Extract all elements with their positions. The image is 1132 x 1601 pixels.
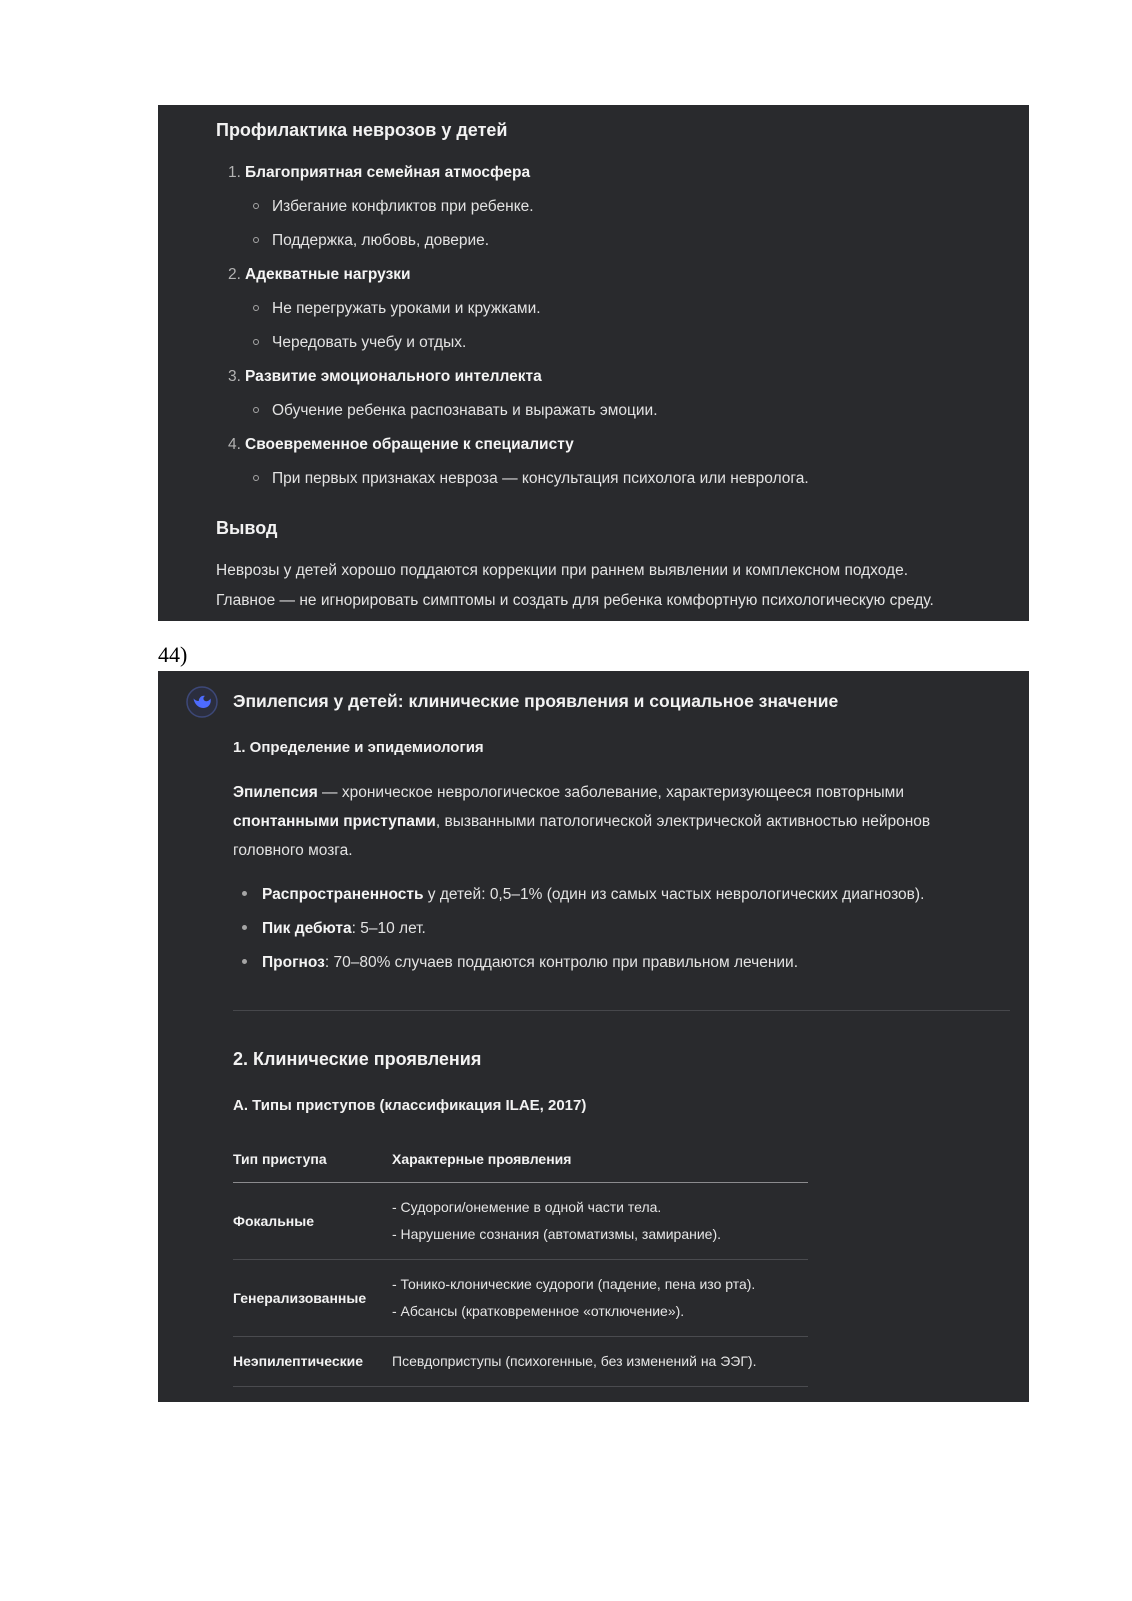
list-item-label: Распространенность (262, 886, 424, 903)
answer-title: Эпилепсия у детей: клинические проявления и социальное значение (233, 691, 839, 711)
epidemiology-list (233, 878, 1010, 980)
bullet-marker (253, 475, 259, 481)
definition-text: , вызванными патологической электрической активностью нейронов (435, 813, 931, 830)
bullet-marker (253, 305, 259, 311)
table-row (233, 1183, 808, 1260)
whale-logo-icon (186, 686, 218, 718)
list-item-title: Адекватные нагрузки (245, 266, 411, 283)
table-row (233, 1337, 808, 1387)
list-number: 2. (228, 266, 241, 283)
list-item (216, 258, 1009, 292)
conclusion-text (216, 556, 1009, 616)
definition-line (233, 807, 1010, 836)
seizure-type-cell: Генерализованные (233, 1289, 367, 1306)
table-header-row (233, 1136, 808, 1183)
list-item (233, 946, 1010, 980)
definition-text: — хроническое неврологическое заболевание, характеризующееся повторными (317, 784, 904, 801)
manifestation-line: - Абсансы (кратковременное «отключение»). (392, 1303, 685, 1319)
definition-line (233, 836, 1010, 865)
manifestation-line: Псевдоприступы (психогенные, без изменений на ЭЭГ). (392, 1353, 757, 1369)
section-divider (233, 1010, 1010, 1011)
seizure-types-table (233, 1136, 808, 1387)
seizure-type-cell: Неэпилептические (233, 1353, 364, 1369)
conclusion-line: Неврозы у детей хорошо поддаются коррекции при раннем выявлении и комплексном подходе. (216, 562, 909, 579)
manifestation-line: - Судороги/онемение в одной части тела. (392, 1199, 662, 1215)
sub-list-item-text: Чередовать учебу и отдых. (272, 334, 467, 351)
list-item-text: : 70–80% случаев поддаются контролю при правильном лечении. (324, 954, 799, 971)
column-header: Тип приступа (233, 1151, 327, 1167)
sub-list-item (216, 462, 1009, 496)
conclusion-line: Главное — не игнорировать симптомы и создать для ребенка комфортную психологическую среду. (216, 592, 934, 609)
bullet-marker (253, 339, 259, 345)
panel1-heading: Профилактика неврозов у детей (216, 120, 508, 140)
sub-list-item (216, 394, 1009, 428)
manifestation-line: - Нарушение сознания (автоматизмы, замирание). (392, 1226, 722, 1242)
bullet-marker (242, 891, 247, 896)
manifestations-cell (392, 1348, 808, 1375)
sub-list-item-text: При первых признаках невроза — консультация психолога или невролога. (272, 470, 809, 487)
list-item-title: Благоприятная семейная атмосфера (245, 164, 531, 181)
list-item (216, 156, 1009, 190)
bullet-marker (253, 237, 259, 243)
bullet-marker (242, 925, 247, 930)
list-item-label: Прогноз (262, 954, 325, 971)
sub-list-item-text: Избегание конфликтов при ребенке. (272, 198, 534, 215)
definition-line (233, 778, 1010, 807)
section-heading: 1. Определение и эпидемиология (233, 739, 484, 756)
subsection-heading: А. Типы приступов (классификация ILAE, 2017) (233, 1097, 587, 1114)
definition-term: Эпилепсия (233, 784, 318, 801)
sub-list-item (216, 224, 1009, 258)
manifestations-cell (392, 1271, 808, 1325)
sub-list-item (216, 292, 1009, 326)
table-row (233, 1260, 808, 1337)
list-item (233, 912, 1010, 946)
list-item (216, 360, 1009, 394)
prevention-list (216, 156, 1009, 496)
list-item-text: у детей: 0,5–1% (один из самых частых неврологических диагнозов). (423, 886, 925, 903)
seizure-type-cell: Фокальные (233, 1212, 314, 1229)
sub-list-item (216, 326, 1009, 360)
manifestations-cell (392, 1194, 808, 1248)
sub-list-item (216, 190, 1009, 224)
list-number: 4. (228, 436, 241, 453)
list-number: 1. (228, 164, 241, 181)
column-header: Характерные проявления (392, 1151, 572, 1167)
list-item-title: Развитие эмоционального интеллекта (245, 368, 542, 385)
definition-text: головного мозга. (233, 842, 353, 859)
list-item-label: Пик дебюта (262, 920, 352, 937)
section-heading: 2. Клинические проявления (233, 1049, 482, 1069)
definition-term: спонтанными приступами (233, 813, 436, 830)
list-item-text: : 5–10 лет. (351, 920, 426, 937)
manifestation-line: - Тонико-клонические судороги (падение, пена изо рта). (392, 1276, 756, 1292)
sub-list-item-text: Не перегружать уроками и кружками. (272, 300, 541, 317)
bullet-marker (242, 959, 247, 964)
conclusion-heading: Вывод (216, 518, 278, 538)
bullet-marker (253, 407, 259, 413)
bullet-marker (253, 203, 259, 209)
sub-list-item-text: Поддержка, любовь, доверие. (272, 232, 490, 249)
list-item (233, 878, 1010, 912)
neurosis-prevention-panel (158, 105, 1029, 621)
list-item (216, 428, 1009, 462)
question-number-label: 44) (158, 642, 188, 667)
sub-list-item-text: Обучение ребенка распознавать и выражать эмоции. (272, 402, 658, 419)
epilepsy-answer-panel (158, 671, 1029, 1402)
definition-paragraph (233, 778, 1010, 865)
list-number: 3. (228, 368, 241, 385)
list-item-title: Своевременное обращение к специалисту (245, 436, 574, 453)
